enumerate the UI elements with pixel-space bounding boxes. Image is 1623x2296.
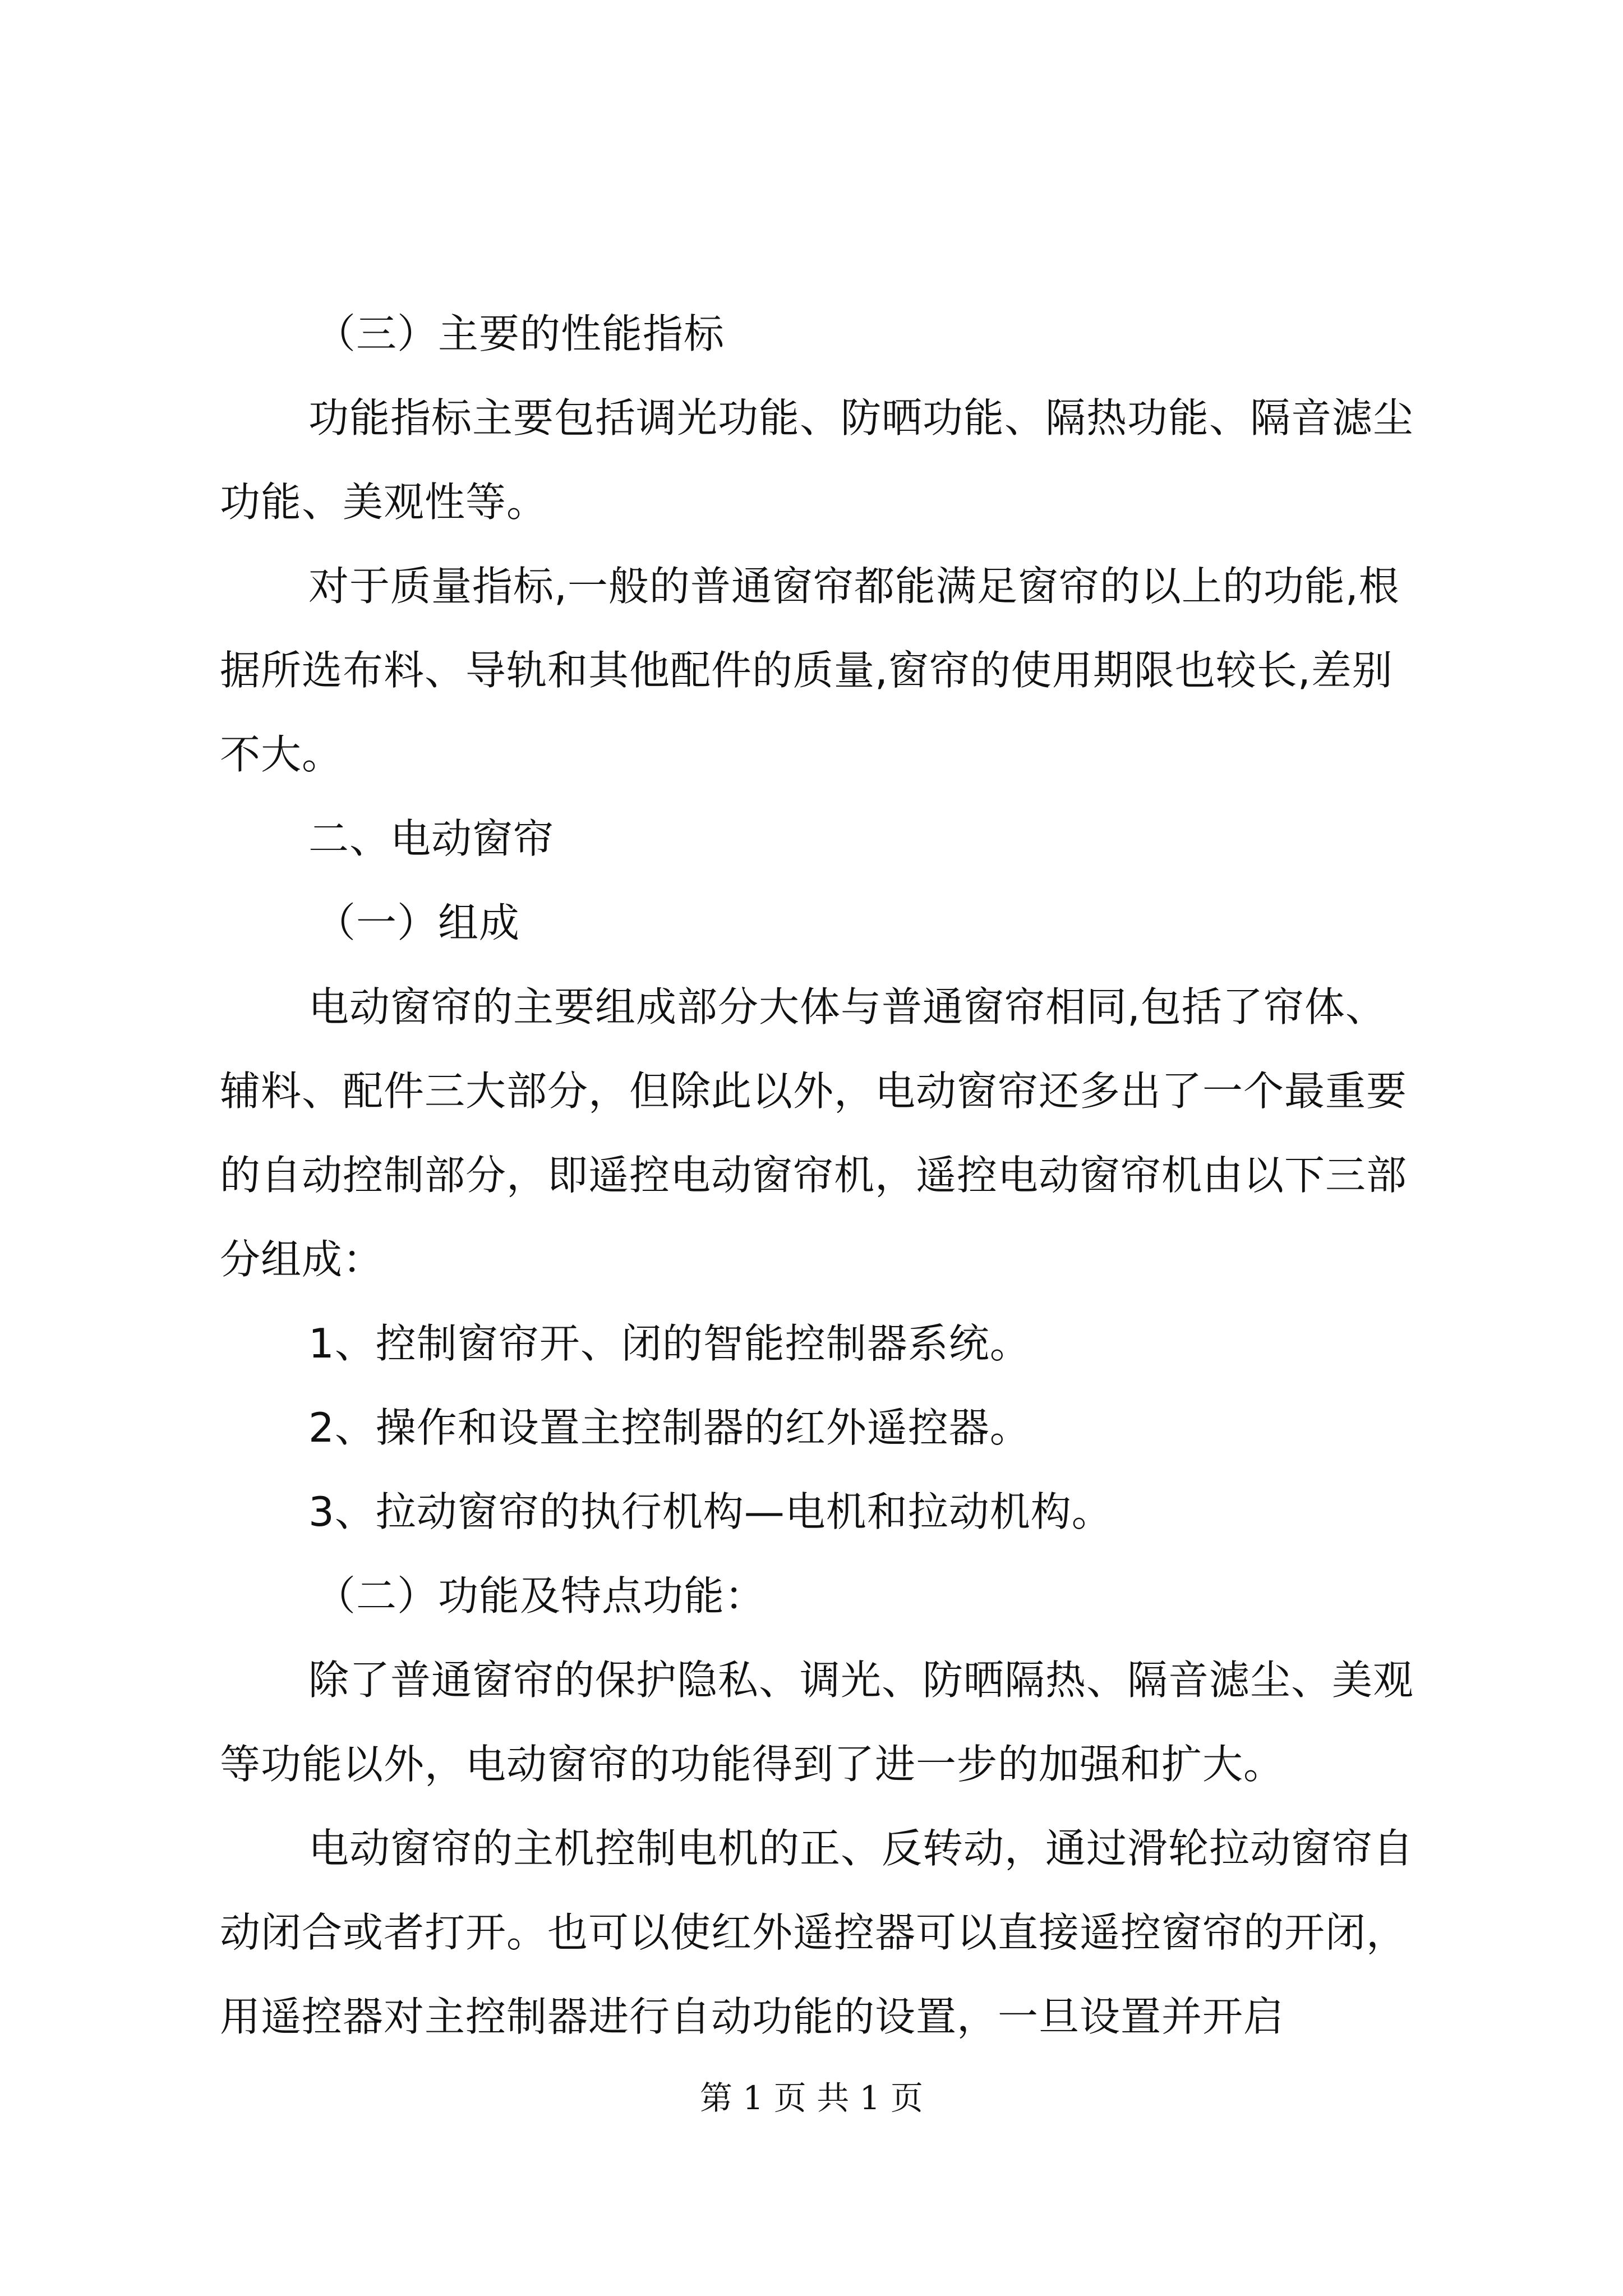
composition-paragraph: 电动窗帘的主要组成部分大体与普通窗帘相同,包括了帘体、辅料、配件三大部分，但除此以外，电动窗帘还多出了一个最重要的自动控制部分，即遥控电动窗帘机，遥控电动窗帘机由以下三部分组成： (220, 983, 1408, 1283)
page-footer: 第 1 页 共 1 页 (700, 2079, 923, 2117)
quality-indicators-paragraph: 对于质量指标,一般的普通窗帘都能满足窗帘的以上的功能,根据所选布料、导轨和其他配件的质量,窗帘的使用期限也较长,差别不大。 (220, 563, 1400, 778)
document-body (220, 292, 1426, 2059)
motor-control-paragraph: 电动窗帘的主机控制电机的正、反转动，通过滑轮拉动窗帘自动闭合或者打开。也可以使红外遥控器可以直接遥控窗帘的开闭，用遥控器对主控制器进行自动功能的设置，一旦设置并开启 (220, 1825, 1414, 2040)
list-item: 1、控制窗帘开、闭的智能控制器系统。 (308, 1320, 1031, 1367)
section-three-heading: （三）主要的性能指标 (315, 310, 725, 357)
list-item: 2、操作和设置主控制器的红外遥控器。 (308, 1404, 1031, 1451)
section-two-heading: 二、电动窗帘 (308, 815, 555, 862)
composition-heading: （一）组成 (315, 899, 520, 946)
functions-paragraph: 除了普通窗帘的保护隐私、调光、防晒隔热、隔音滤尘、美观等功能以外，电动窗帘的功能得到了进一步的加强和扩大。 (220, 1657, 1414, 1788)
list-item: 3、拉动窗帘的执行机构—电机和拉动机构。 (308, 1488, 1113, 1535)
functions-features-heading: （二）功能及特点功能： (315, 1572, 766, 1619)
performance-indicators-paragraph: 功能指标主要包括调光功能、防晒功能、隔热功能、隔音滤尘功能、美观性等。 (220, 394, 1414, 526)
